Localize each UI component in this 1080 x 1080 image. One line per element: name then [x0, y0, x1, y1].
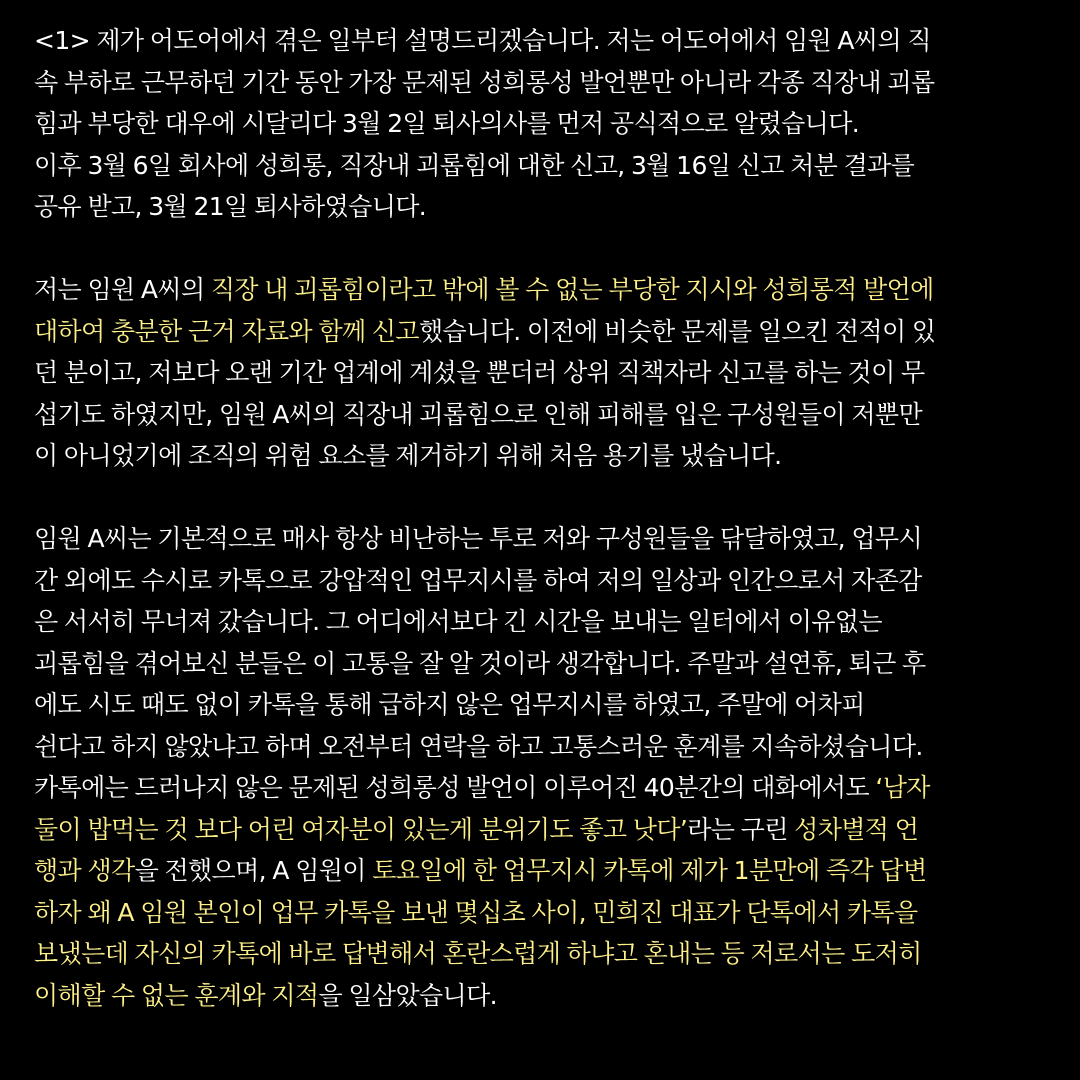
- text-segment: 을 일삼았습니다.: [318, 980, 497, 1010]
- text-line: [34, 892, 1064, 934]
- text-line: [34, 767, 1064, 809]
- highlighted-text: 토요일에 한 업무지시 카톡에 제가 1분만에 즉각 답변: [372, 856, 927, 885]
- text-segment: 했습니다. 이전에 비슷한 문제를 일으킨 전적이 있: [419, 316, 936, 346]
- text-segment: 괴롭힘을 겪어보신 분들은 이 고통을 잘 알 것이라 생각합니다. 주말과 설연휴, 퇴근 후: [34, 648, 926, 678]
- text-segment: 을 전했으며, A 임원이: [134, 856, 373, 885]
- text-line: [34, 269, 1064, 311]
- text-segment: 속 부하로 근무하던 기간 동안 가장 문제된 성희롱성 발언뿐만 아니라 각종 직장내 괴롭: [34, 67, 935, 97]
- text-line: [34, 643, 1064, 685]
- text-segment: 이후 3월 6일 회사에 성희롱, 직장내 괴롭힘에 대한 신고, 3월 16일 신고 처분 결과를: [34, 150, 915, 180]
- highlighted-text: 직장 내 괴롭힘이라고 밖에 볼 수 없는 부당한 지시와 성희롱적 발언에: [210, 275, 934, 304]
- text-segment: 공유 받고, 3월 21일 퇴사하였습니다.: [34, 192, 427, 221]
- text-line: [34, 933, 1064, 975]
- text-segment: 에도 시도 때도 없이 카톡을 통해 급하지 않은 업무지시를 하였고, 주말에 어차피: [34, 690, 865, 719]
- text-line: [34, 435, 1064, 477]
- text-line: [34, 394, 1064, 436]
- text-line: [34, 601, 1064, 643]
- text-line: [34, 145, 1064, 187]
- highlighted-text: 보냈는데 자신의 카톡에 바로 답변해서 혼란스럽게 하냐고 혼내는 등 저로서는 도저히: [34, 939, 922, 968]
- text-segment: 쉰다고 하지 않았냐고 하며 오전부터 연락을 하고 고통스러운 훈계를 지속하셨습니다.: [34, 731, 923, 761]
- highlighted-text: ‘남자: [875, 773, 930, 802]
- text-segment: 이 아니었기에 조직의 위험 요소를 제거하기 위해 처음 용기를 냈습니다.: [34, 441, 782, 470]
- text-line: [34, 809, 1064, 851]
- statement-document: [34, 20, 1064, 1016]
- paragraph: [34, 20, 1064, 228]
- text-segment: 카톡에는 드러나지 않은 문제된 성희롱성 발언이 이루어진 40분간의 대화에서도: [34, 773, 876, 802]
- text-line: [34, 850, 1064, 892]
- highlighted-text: 대하여 충분한 근거 자료와 함께 신고: [34, 316, 419, 346]
- text-line: [34, 20, 1064, 62]
- text-line: [34, 103, 1064, 145]
- highlighted-text: 행과 생각: [34, 856, 135, 885]
- highlighted-text: 둘이 밥먹는 것 보다 어린 여자분이 있는게 분위기도 좋고 낫다’: [34, 814, 688, 844]
- highlighted-text: 이해할 수 없는 훈계와 지적: [34, 980, 319, 1010]
- text-line: [34, 186, 1064, 228]
- text-line: [34, 311, 1064, 353]
- text-segment: 임원 A씨는 기본적으로 매사 항상 비난하는 투로 저와 구성원들을 닦달하였고, 업무시: [34, 524, 923, 553]
- text-line: [34, 560, 1064, 602]
- text-line: [34, 518, 1064, 560]
- highlighted-text: 하자 왜 A 임원 본인이 업무 카톡을 보낸 몇십초 사이, 민희진 대표가 단톡에서 카톡을: [34, 897, 918, 927]
- text-line: [34, 684, 1064, 726]
- text-segment: 섭기도 하였지만, 임원 A씨의 직장내 괴롭힘으로 인해 피해를 입은 구성원들이 저뿐만: [34, 399, 923, 429]
- paragraph: [34, 269, 1064, 477]
- text-line: [34, 62, 1064, 104]
- text-segment: 라는 구린: [687, 814, 795, 844]
- paragraph: [34, 518, 1064, 1016]
- text-segment: 힘과 부당한 대우에 시달리다 3월 2일 퇴사의사를 먼저 공식적으로 알렸습니다.: [34, 109, 860, 138]
- text-line: [34, 975, 1064, 1017]
- text-segment: 은 서서히 무너져 갔습니다. 그 어디에서보다 긴 시간을 보내는 일터에서 이유없는: [34, 607, 882, 636]
- text-line: [34, 352, 1064, 394]
- text-segment: 간 외에도 수시로 카톡으로 강압적인 업무지시를 하여 저의 일상과 인간으로서 자존감: [34, 565, 922, 595]
- paragraph-gap: [34, 228, 1064, 270]
- text-line: [34, 726, 1064, 768]
- highlighted-text: 성차별적 언: [794, 814, 919, 844]
- text-segment: 던 분이고, 저보다 오랜 기간 업계에 계셨을 뿐더러 상위 직책자라 신고를 하는 것이 무: [34, 358, 925, 387]
- paragraph-gap: [34, 477, 1064, 519]
- text-segment: 저는 임원 A씨의: [34, 275, 211, 304]
- text-segment: <1> 제가 어도어에서 겪은 일부터 설명드리겠습니다. 저는 어도어에서 임원 A씨의 직: [34, 26, 931, 55]
